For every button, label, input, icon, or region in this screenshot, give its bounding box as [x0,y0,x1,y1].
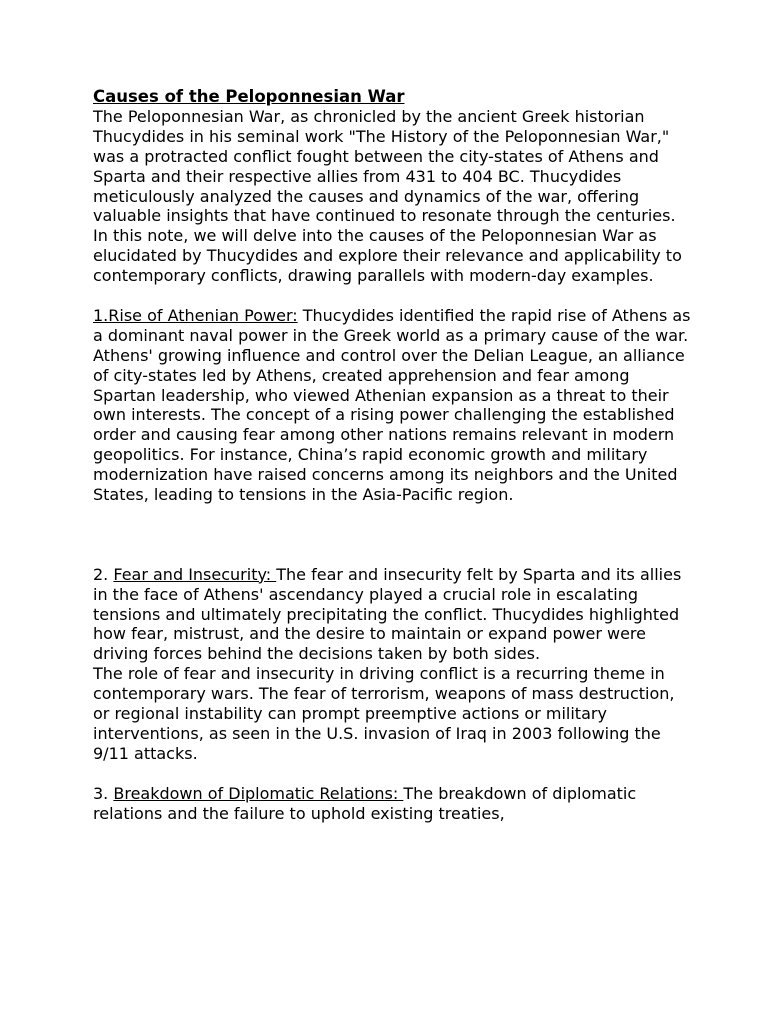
document-title: Causes of the Peloponnesian War [93,87,405,106]
document-page [93,87,693,823]
section-3-body: The breakdown of diplomatic relations and the failure to uphold existing treaties, [93,783,637,823]
section-2-prefix: 2. [93,564,114,584]
section-1-paragraph [93,306,693,505]
paragraph-spacer [93,505,693,565]
section-2-body: The fear and insecurity felt by Sparta and its allies in the face of Athens' ascendancy played a crucial role in escalating tensions and ultimately precipitating the conflict. Thucydides highlighted how fear, mistrust, and the desire to maintain or expand power were driving forces behind the decisions taken by both sides. [93,564,682,664]
paragraph-spacer [93,764,693,784]
section-2-paragraph [93,565,693,665]
section-3-prefix: 3. [93,783,114,803]
intro-paragraph: The Peloponnesian War, as chronicled by the ancient Greek historian Thucydides in his seminal work "The History of the Peloponnesian War," was a protracted conflict fought between the city-states of Athens and Sparta and their respective allies from 431 to 404 BC. Thucydides meticulously analyzed the causes and dynamics of the war, offering valuable insights that have continued to resonate through the centuries. In this note, we will delve into the causes of the Peloponnesian War as elucidated by Thucydides and explore their relevance and applicability to contemporary conflicts, drawing parallels with modern-day examples. [93,106,682,286]
paragraph-spacer [93,286,693,306]
section-1-body: Thucydides identified the rapid rise of Athens as a dominant naval power in the Greek world as a primary cause of the war. Athens' growing influence and control over the Delian League, an alliance of city-states led by Athens, created apprehension and fear among Spartan leadership, who viewed Athenian expansion as a threat to their own interests. The concept of a rising power challenging the established order and causing fear among other nations remains relevant in modern geopolitics. For instance, China’s rapid economic growth and military modernization have raised concerns among its neighbors and the United States, leading to tensions in the Asia-Pacific region. [93,305,691,505]
section-3-heading: Breakdown of Diplomatic Relations: [113,783,404,803]
section-2-heading: Fear and Insecurity: [113,564,277,584]
section-3-paragraph [93,784,693,824]
section-2-extra-paragraph: The role of fear and insecurity in driving conflict is a recurring theme in contemporary wars. The fear of terrorism, weapons of mass destruction, or regional instability can prompt preemptive actions or military interventions, as seen in the U.S. invasion of Iraq in 2003 following the 9/11 attacks. [93,664,675,763]
section-1-heading: 1.Rise of Athenian Power: [93,305,298,325]
